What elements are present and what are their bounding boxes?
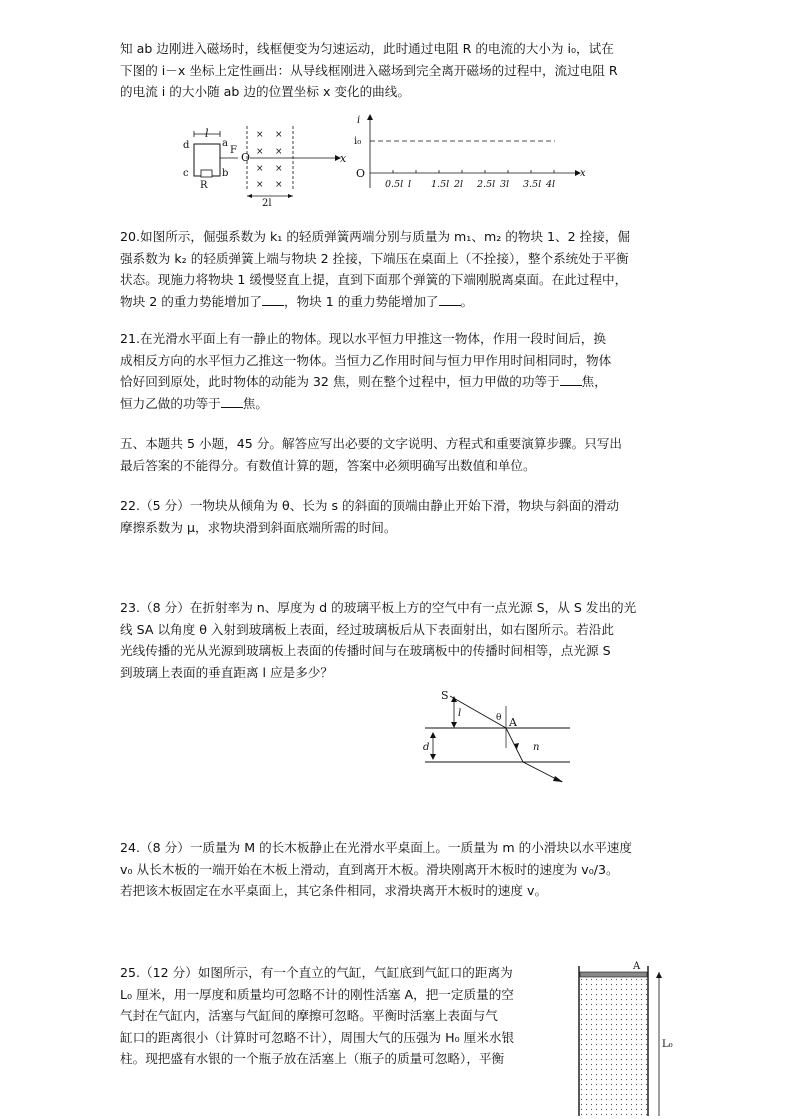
label-b: b xyxy=(222,168,229,179)
label-S: S xyxy=(441,689,449,702)
text-line: 线 SA 以角度 θ 入射到玻璃板上表面，经过玻璃板后从下表面射出，如右图所示。若沿此 xyxy=(120,621,614,637)
q25-text xyxy=(120,962,514,1070)
frame-length-label: l xyxy=(205,127,209,140)
text-segment: 恒力乙做的功等于 xyxy=(120,395,221,411)
q23-text xyxy=(120,597,636,683)
label-A: A xyxy=(633,961,641,972)
answer-blank[interactable] xyxy=(560,373,582,386)
q22-text xyxy=(120,495,619,538)
label-d: d xyxy=(423,742,430,753)
field-mark: × xyxy=(275,164,283,174)
label-O: O xyxy=(241,151,251,164)
text-line: 柱。现把盛有水银的一个瓶子放在活塞上（瓶子的质量可忽略），平衡 xyxy=(120,1051,505,1066)
text-line: 22.（5 分）一物块从倾角为 θ、长为 s 的斜面的顶端由静止开始下滑，物块与斜面的滑动 xyxy=(120,498,620,513)
tick-label: l xyxy=(408,179,412,190)
text-segment: ，物块 1 的重力势能增加了 xyxy=(283,293,439,309)
figure-25-cylinder xyxy=(565,958,680,1116)
text-line: 缸口的距离很小（计算时可忽略不计），周围大气的压强为 H₀ 厘米水银 xyxy=(120,1029,515,1045)
tick-label: 3.5l xyxy=(523,179,542,190)
label-L0: L₀ xyxy=(662,1039,673,1050)
tick-marks xyxy=(393,170,554,173)
tick-label: 2l xyxy=(454,179,464,190)
text-line: 状态。现施力将物块 1 缓慢竖直上提，直到下面那个弹簧的下端刚脱离桌面。在此过程中， xyxy=(120,272,628,287)
text-segment: 焦。 xyxy=(242,395,268,411)
text-line xyxy=(120,371,611,393)
text-line: 下图的 i－x 坐标上定性画出：从导线框刚进入磁场到完全离开磁场的过程中，流过电阻 R xyxy=(120,62,618,78)
field-mark: × xyxy=(275,180,283,190)
field-mark: × xyxy=(275,130,283,140)
field-mark: × xyxy=(256,147,264,157)
field-mark: × xyxy=(256,164,264,174)
field-mark: × xyxy=(256,180,264,190)
text-line: 摩擦系数为 μ，求物块滑到斜面底端所需的时间。 xyxy=(120,519,397,535)
axis-label-i: i xyxy=(357,115,361,126)
q19-text xyxy=(120,38,618,103)
answer-blank[interactable] xyxy=(439,293,461,306)
text-segment: 。 xyxy=(460,293,474,309)
tick-label: 1.5l xyxy=(431,179,450,190)
text-line: 光线传播的光从光源到玻璃板上表面的传播时间与在玻璃板中的传播时间相等，点光源 S xyxy=(120,643,611,658)
label-theta: θ xyxy=(496,713,502,723)
figure-19-frame xyxy=(180,124,370,210)
text-line: 24.（8 分）一质量为 M 的长木板静止在光滑水平桌面上。一质量为 m 的小滑块以水平速度 xyxy=(120,840,632,855)
figure-19-graph xyxy=(350,113,590,193)
label-x: x xyxy=(340,152,347,165)
field-mark: × xyxy=(275,147,283,157)
answer-blank[interactable] xyxy=(221,395,243,408)
tick-label: 4l xyxy=(546,179,556,190)
text-line: 25.（12 分）如图所示，有一个直立的气缸，气缸底到气缸口的距离为 xyxy=(120,965,513,980)
tick-label: 2.5l xyxy=(477,179,496,190)
text-line: 21.在光滑水平面上有一静止的物体。现以水平恒力甲推这一物体，作用一段时间后，换 xyxy=(120,331,606,346)
text-line: 知 ab 边刚进入磁场时，线框便变为匀速运动，此时通过电阻 R 的电流的大小为 i₀，试在 xyxy=(120,41,614,56)
text-line: 气封在气缸内，活塞与气缸间的摩擦可忽略。平衡时活塞上表面与气 xyxy=(120,1008,498,1023)
label-a: a xyxy=(222,138,228,149)
text-line: 的电流 i 的大小随 ab 边的位置坐标 x 变化的曲线。 xyxy=(120,84,410,99)
text-line: L₀ 厘米，用一厚度和质量均可忽略不计的刚性活塞 A，把一定质量的空 xyxy=(120,986,514,1002)
label-l: l xyxy=(458,708,462,719)
label-A: A xyxy=(509,716,517,729)
q20-text xyxy=(120,226,630,312)
text-line: 五、本题共 5 小题，45 分。解答应写出必要的文字说明、方程式和重要演算步骤。只写出 xyxy=(120,436,623,451)
text-line: 到玻璃上表面的垂直距离 l 应是多少？ xyxy=(120,664,334,680)
tick-label: 0.5l xyxy=(385,179,404,190)
q24-text xyxy=(120,837,632,902)
label-F: F xyxy=(230,145,237,156)
answer-blank[interactable] xyxy=(262,293,284,306)
text-segment: 焦， xyxy=(581,374,607,389)
text-line: 强系数为 k₂ 的轻质弹簧上端与物块 2 拴接，下端压在桌面上（不拴接），整个系统处于平衡 xyxy=(120,250,629,266)
label-c: c xyxy=(183,168,189,179)
axis-label-x: x xyxy=(580,168,586,179)
text-segment: 物块 2 的重力势能增加了 xyxy=(120,293,262,309)
text-line: v₀ 从长木板的一端开始在木板上滑动，直到离开木板。滑块刚离开木板时的速度为 v₀/3。 xyxy=(120,861,619,877)
q21-text xyxy=(120,328,611,414)
text-line: 成相反方向的水平恒力乙推这一物体。当恒力乙作用时间与恒力甲作用时间相同时，物体 xyxy=(120,352,612,368)
text-line xyxy=(120,393,611,415)
text-line: 20.如图所示，倔强系数为 k₁ 的轻质弹簧两端分别与质量为 m₁、m₂ 的物块 1、2 拴接，倔 xyxy=(120,229,631,244)
label-n: n xyxy=(533,742,540,753)
label-R: R xyxy=(200,180,208,191)
tick-labels xyxy=(385,179,555,190)
field-width-label: 2l xyxy=(262,198,272,209)
text-line: 最后答案的不能得分。有数值计算的题，答案中必须明确写出数值和单位。 xyxy=(120,457,536,473)
origin-label: O xyxy=(356,167,366,180)
label-d: d xyxy=(183,140,190,151)
text-line: 若把该木板固定在水平桌面上，其它条件相同，求滑块离开木板时的速度 v。 xyxy=(120,883,548,898)
text-segment: 恰好回到原处，此时物体的动能为 32 焦，则在整个过程中，恒力甲做的功等于 xyxy=(120,374,560,389)
tick-label: 3l xyxy=(500,179,510,190)
text-line: 23.（8 分）在折射率为 n、厚度为 d 的玻璃平板上方的空气中有一点光源 S，从 S 发出的光 xyxy=(120,600,637,615)
label-i0: i₀ xyxy=(354,136,362,147)
figure-23-refraction xyxy=(420,684,570,784)
section-5-instructions xyxy=(120,433,622,476)
field-mark: × xyxy=(256,130,264,140)
text-line xyxy=(120,291,630,313)
